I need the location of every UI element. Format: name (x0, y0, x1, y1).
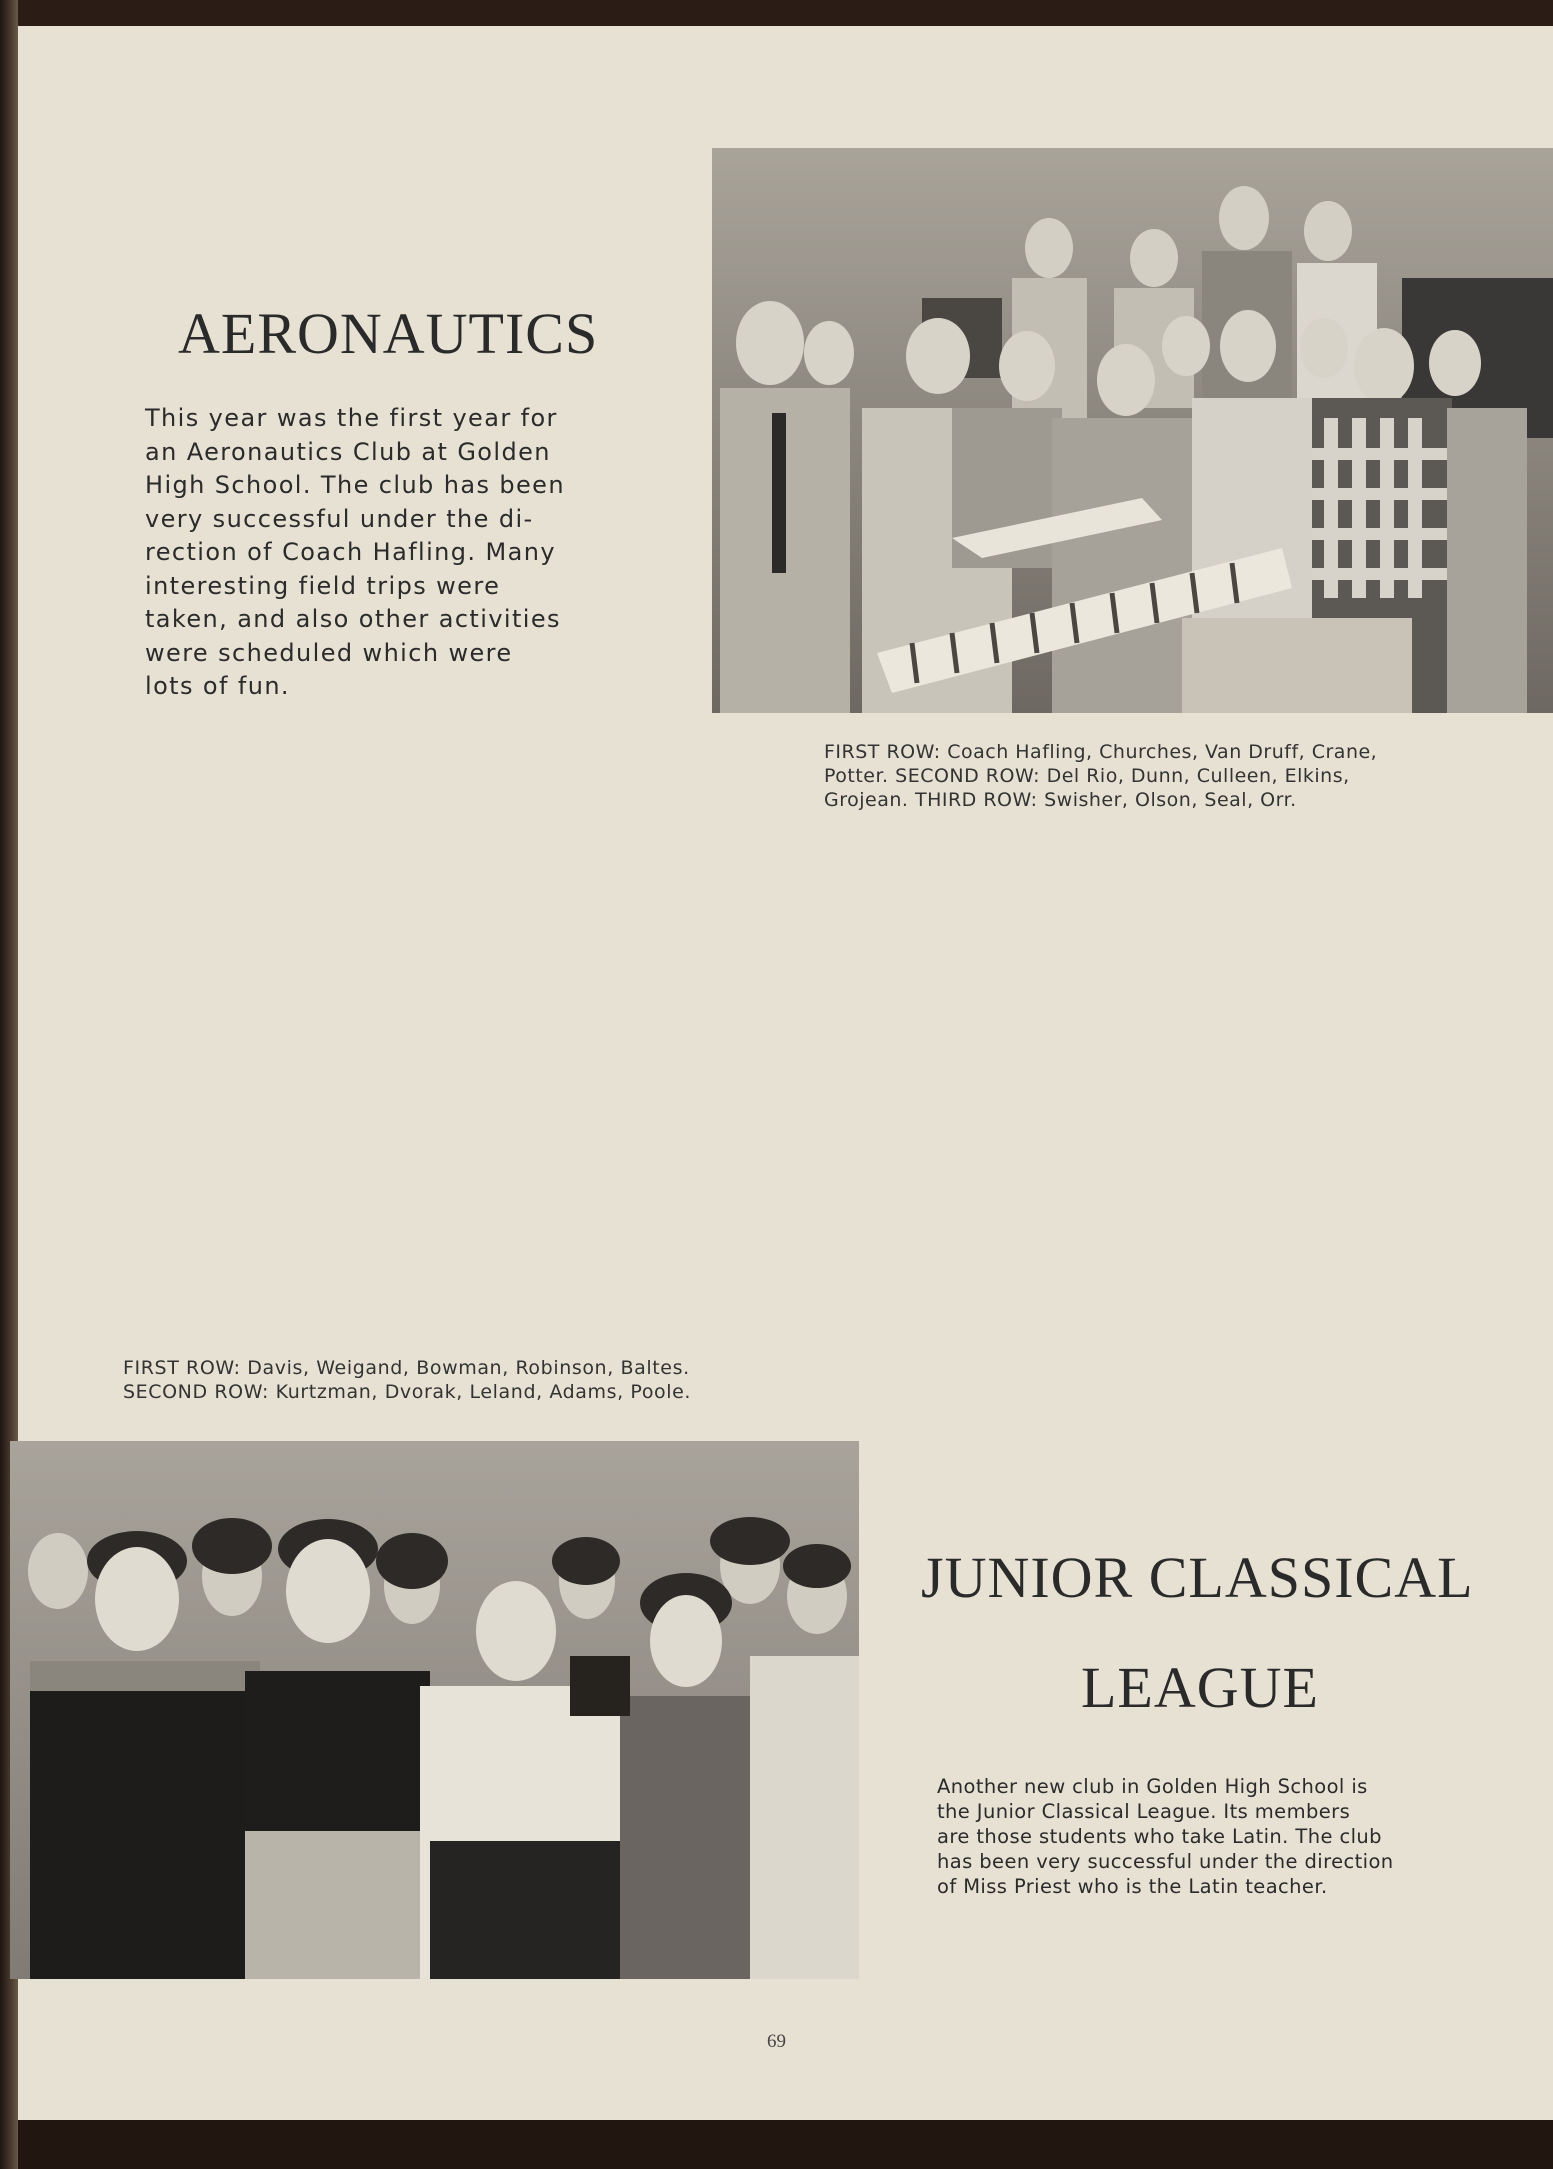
aeronautics-line: rection of Coach Hafling. Many (145, 538, 556, 566)
classical-league-photo-graphic (10, 1441, 859, 1979)
classical-league-photo (10, 1441, 859, 1979)
classical-league-line: Another new club in Golden High School is (937, 1775, 1368, 1798)
page-number: 69 (767, 2031, 786, 2052)
classical-league-line: the Junior Classical League. Its members (937, 1800, 1351, 1823)
yearbook-page (18, 26, 1553, 2120)
aeronautics-caption (824, 740, 1524, 812)
aeronautics-line: an Aeronautics Club at Golden (145, 437, 551, 466)
aeronautics-line: This year was the first year for (145, 404, 558, 432)
aeronautics-photo-graphic (712, 148, 1553, 713)
aeronautics-caption-line: FIRST ROW: Coach Hafling, Churches, Van Druff, Crane, (824, 741, 1378, 763)
bottom-binding-edge (0, 2120, 1553, 2169)
classical-league-caption (123, 1356, 823, 1404)
classical-league-line: has been very successful under the direction (937, 1850, 1394, 1873)
aeronautics-club-photo (712, 148, 1553, 713)
aeronautics-line: lots of fun. (145, 672, 290, 700)
classical-league-line: are those students who take Latin. The club (937, 1825, 1382, 1848)
aeronautics-title: AERONAUTICS (178, 301, 599, 366)
classical-league-caption-line: SECOND ROW: Kurtzman, Dvorak, Leland, Adams, Poole. (123, 1381, 692, 1403)
aeronautics-line: very successful under the di- (145, 504, 534, 533)
aeronautics-line: were scheduled which were (145, 638, 513, 667)
classical-league-title-line-1: JUNIOR CLASSICAL (921, 1545, 1474, 1610)
classical-league-description (937, 1774, 1497, 1899)
aeronautics-line: High School. The club has been (145, 471, 565, 499)
classical-league-line: of Miss Priest who is the Latin teacher. (937, 1875, 1328, 1898)
classical-league-title-line-2: LEAGUE (1081, 1655, 1319, 1720)
aeronautics-line: taken, and also other activities (145, 605, 561, 633)
top-binding-edge (0, 0, 1553, 26)
aeronautics-caption-line: Grojean. THIRD ROW: Swisher, Olson, Seal, Orr. (824, 789, 1297, 811)
aeronautics-line: interesting field trips were (145, 571, 501, 600)
aeronautics-description (145, 402, 665, 704)
classical-league-caption-line: FIRST ROW: Davis, Weigand, Bowman, Robinson, Baltes. (123, 1357, 690, 1379)
aeronautics-caption-line: Potter. SECOND ROW: Del Rio, Dunn, Culleen, Elkins, (824, 765, 1350, 787)
